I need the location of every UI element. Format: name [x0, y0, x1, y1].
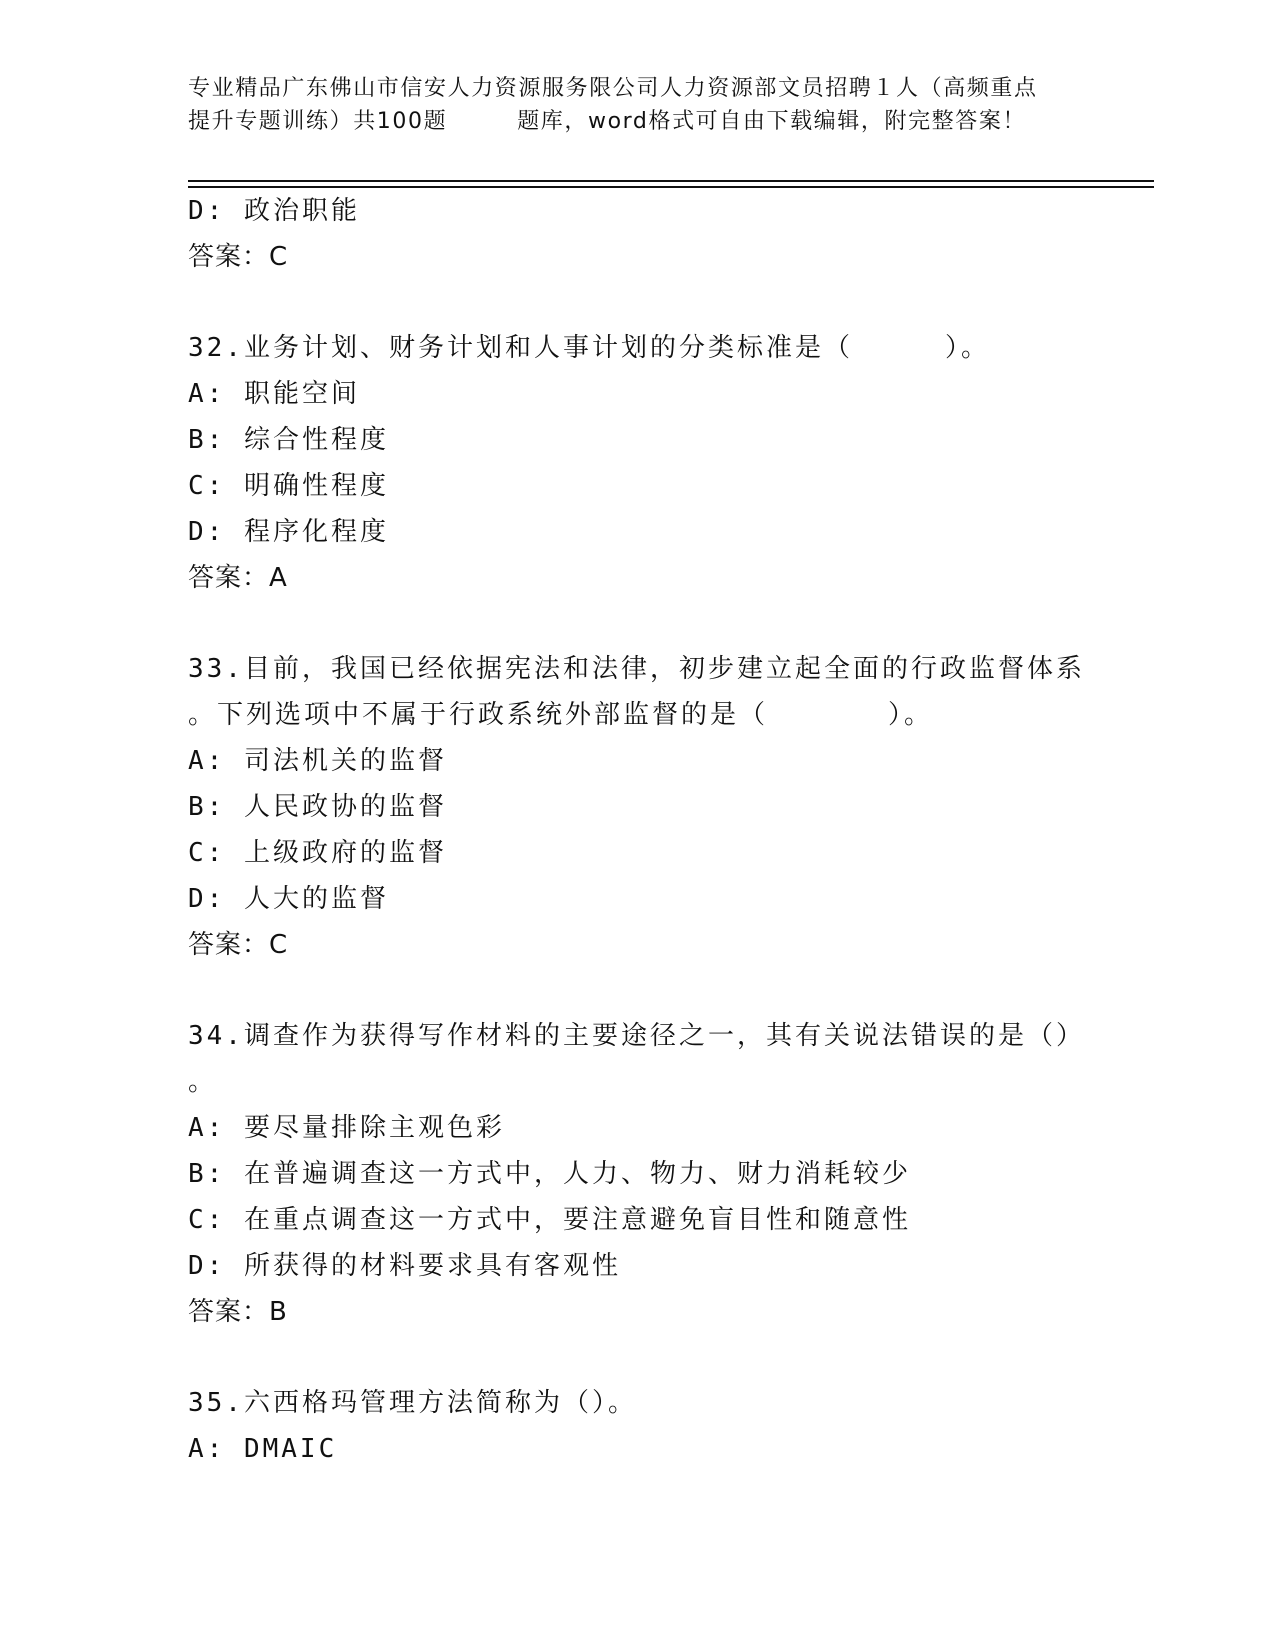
- question-35-stem: 35.六西格玛管理方法简称为（）。: [188, 1388, 637, 1418]
- question-34: [188, 1013, 1148, 1335]
- question-32-stem-end: ）。: [944, 333, 990, 363]
- question-34-stem-line-1: 34.调查作为获得写作材料的主要途径之一，其有关说法错误的是（）: [188, 1021, 1085, 1051]
- question-34-answer: 答案：B: [188, 1297, 288, 1327]
- question-33-option-c: C: 上级政府的监督: [188, 838, 447, 868]
- header-divider-top: [188, 180, 1154, 182]
- question-33-stem-line-2-end: ）。: [888, 700, 934, 730]
- question-34-option-a: A: 要尽量排除主观色彩: [188, 1113, 505, 1143]
- question-33-stem-line-1: 33.目前，我国已经依据宪法和法律，初步建立起全面的行政监督体系: [188, 654, 1085, 684]
- question-32-option-d: D: 程序化程度: [188, 517, 389, 547]
- question-35-option-a: A: DMAIC: [188, 1434, 338, 1464]
- prev-answer: 答案：C: [188, 242, 289, 272]
- question-32: [188, 325, 1148, 601]
- question-32-option-b: B: 综合性程度: [188, 425, 389, 455]
- question-34-stem-line-2: 。: [188, 1067, 218, 1097]
- header-title-line-2-left: 提升专题训练）共100题: [188, 109, 448, 134]
- question-32-option-a: A: 职能空间: [188, 379, 360, 409]
- question-33-option-a: A: 司法机关的监督: [188, 746, 447, 776]
- header-title-line-1: 专业精品广东佛山市信安人力资源服务限公司人力资源部文员招聘１人（高频重点: [188, 76, 1038, 101]
- question-33-stem-line-2: [188, 692, 1148, 738]
- question-33-option-d: D: 人大的监督: [188, 884, 389, 914]
- question-33-answer: 答案：C: [188, 930, 289, 960]
- question-32-option-c: C: 明确性程度: [188, 471, 389, 501]
- question-34-option-c: C: 在重点调查这一方式中，要注意避免盲目性和随意性: [188, 1205, 911, 1235]
- header-title-line-2: [188, 105, 1088, 138]
- question-33-stem-line-2-start: 。下列选项中不属于行政系统外部监督的是（: [188, 700, 769, 730]
- question-33: [188, 646, 1148, 968]
- question-content: [188, 188, 1148, 1472]
- prev-option-d: D: 政治职能: [188, 196, 360, 226]
- question-32-stem-start: 32.业务计划、财务计划和人事计划的分类标准是（: [188, 333, 853, 363]
- question-32-stem: [188, 325, 1148, 371]
- question-34-option-d: D: 所获得的材料要求具有客观性: [188, 1251, 621, 1281]
- header-title-line-2-right: 题库，word格式可自由下载编辑，附完整答案！: [517, 109, 1027, 134]
- question-34-option-b: B: 在普遍调查这一方式中，人力、物力、财力消耗较少: [188, 1159, 911, 1189]
- document-header: [188, 72, 1088, 138]
- question-32-answer: 答案：A: [188, 563, 288, 593]
- question-35: [188, 1380, 1148, 1472]
- question-33-option-b: B: 人民政协的监督: [188, 792, 447, 822]
